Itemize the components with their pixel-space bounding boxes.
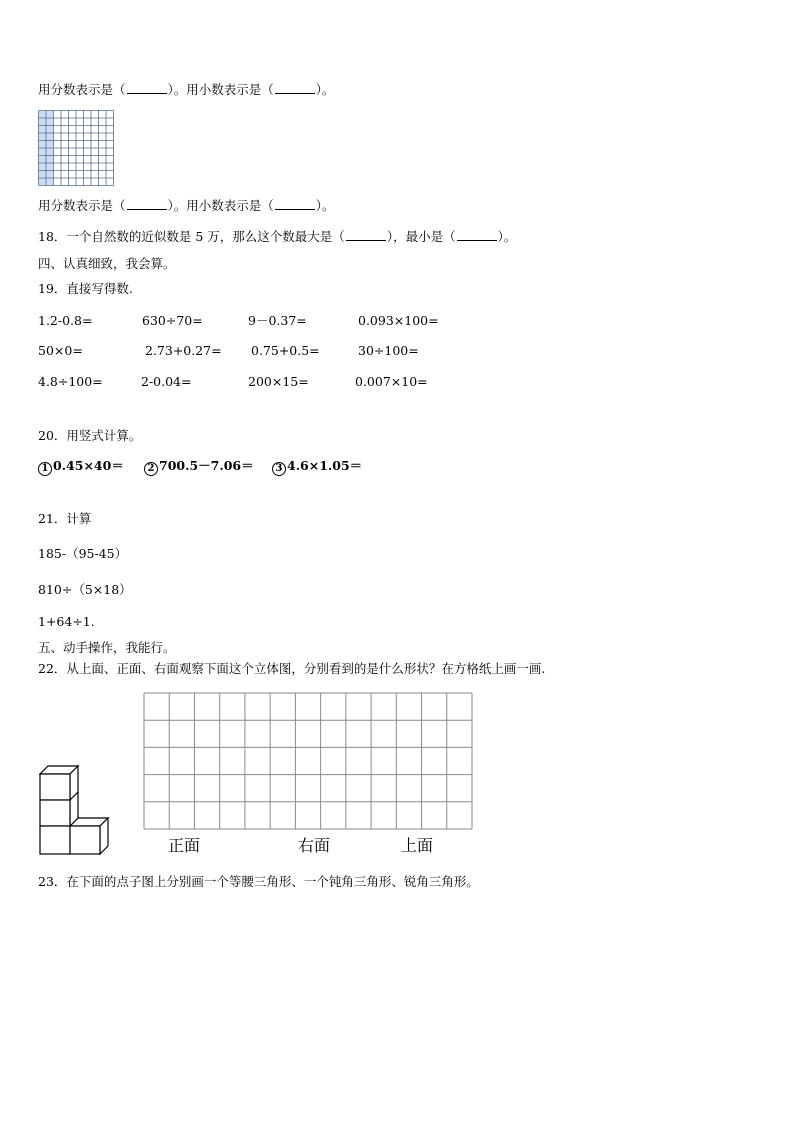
q19-item: 9－0.37= bbox=[248, 313, 307, 328]
q21-item: 810÷（5×18） bbox=[38, 582, 132, 597]
question-22-title: 22．从上面、正面、右面观察下面这个立体图，分别看到的是什么形状？在方格纸上画一画. bbox=[38, 661, 546, 676]
q19-item: 2.73+0.27= bbox=[145, 343, 222, 358]
q19-item: 0.75+0.5= bbox=[251, 343, 320, 358]
q19-item: 4.8÷100= bbox=[38, 374, 103, 389]
q17-line-1: 用分数表示是（ ）。用小数表示是（ ）。 bbox=[38, 82, 335, 97]
cube-front-face bbox=[70, 826, 100, 854]
q20-item-3: 3 4.6×1.05＝ bbox=[272, 457, 362, 476]
q20-item-2: 2 700.5－7.06＝ bbox=[144, 457, 254, 476]
q19-item: 30÷100= bbox=[358, 343, 419, 358]
cube-stack-figure bbox=[38, 764, 113, 858]
question-20-title: 20．用竖式计算。 bbox=[38, 428, 142, 443]
q20-item-1: 1 0.45×40＝ bbox=[38, 457, 124, 476]
circled-number: 1 bbox=[38, 462, 52, 476]
answer-blank[interactable] bbox=[127, 81, 167, 94]
section-4-title: 四、认真细致，我会算。 bbox=[38, 256, 176, 271]
answer-blank[interactable] bbox=[275, 197, 315, 210]
circled-number: 3 bbox=[272, 462, 286, 476]
q21-item: 1+64÷1. bbox=[38, 614, 95, 629]
question-21-title: 21．计算 bbox=[38, 511, 92, 526]
answer-blank[interactable] bbox=[127, 197, 167, 210]
label-front-view: 正面 bbox=[168, 836, 201, 855]
answer-blank[interactable] bbox=[275, 81, 315, 94]
answer-blank[interactable] bbox=[346, 228, 386, 241]
q19-item: 630÷70= bbox=[142, 313, 203, 328]
cube-front-face bbox=[40, 774, 70, 800]
question-18: 18．一个自然数的近似数是 5 万，那么这个数最大是（ ），最小是（ ）。 bbox=[38, 229, 517, 244]
circled-number: 2 bbox=[144, 462, 158, 476]
section-5-title: 五、动手操作，我能行。 bbox=[38, 640, 176, 655]
question-23-title: 23．在下面的点子图上分别画一个等腰三角形、一个钝角三角形、锐角三角形。 bbox=[38, 874, 479, 889]
q21-item: 185-（95-45） bbox=[38, 546, 128, 561]
hundred-grid bbox=[38, 110, 114, 186]
q19-item: 50×0= bbox=[38, 343, 83, 358]
q19-item: 0.007×10= bbox=[355, 374, 428, 389]
cube-front-face bbox=[40, 800, 70, 826]
q19-item: 2-0.04= bbox=[141, 374, 192, 389]
label-top-view: 上面 bbox=[401, 836, 434, 855]
q19-item: 0.093×100= bbox=[358, 313, 439, 328]
q19-item: 200×15= bbox=[248, 374, 309, 389]
answer-blank[interactable] bbox=[457, 228, 497, 241]
label-right-view: 右面 bbox=[298, 836, 331, 855]
cube-front-face bbox=[40, 826, 70, 854]
q19-item: 1.2-0.8= bbox=[38, 313, 93, 328]
question-19-title: 19．直接写得数. bbox=[38, 281, 133, 296]
q17-line-2: 用分数表示是（ ）。用小数表示是（ ）。 bbox=[38, 198, 335, 213]
drawing-grid-paper[interactable] bbox=[143, 692, 473, 830]
